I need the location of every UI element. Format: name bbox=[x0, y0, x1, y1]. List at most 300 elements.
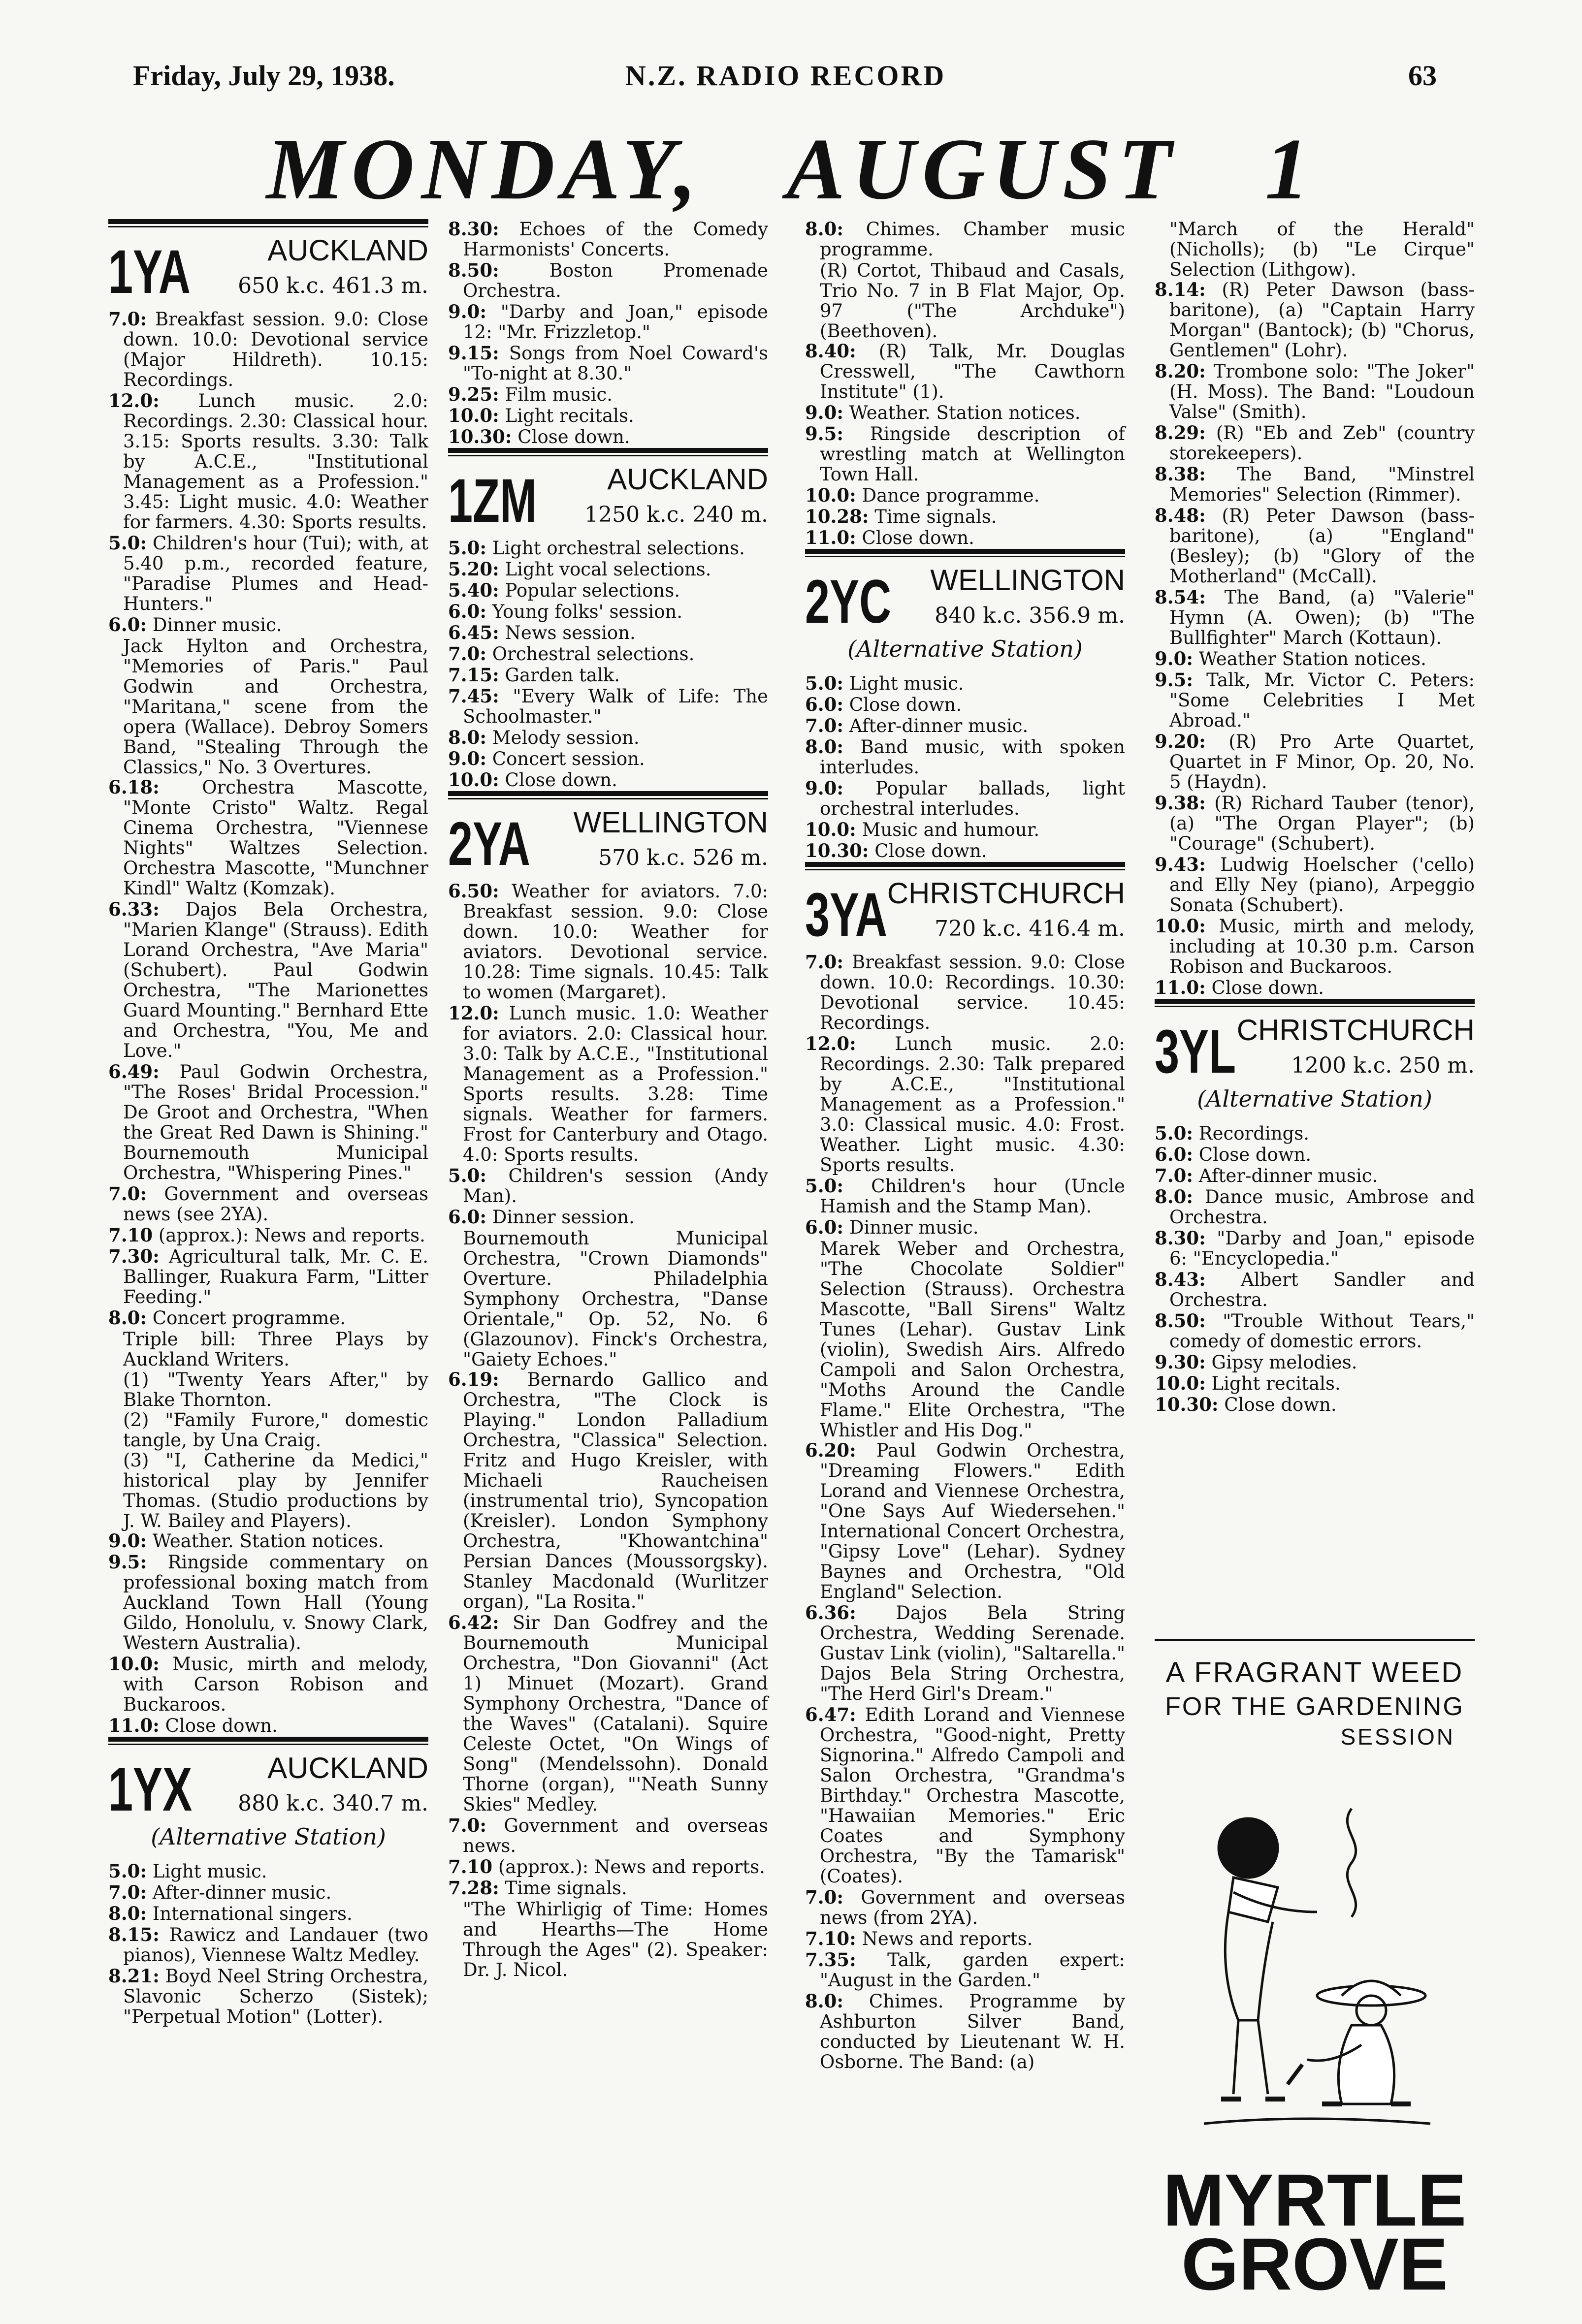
programme-time: 6.0: bbox=[805, 694, 844, 715]
programme-text: Ludwig Hoelscher ('cello) and Elly Ney (piano), Arpeggio Sonata (Schubert). bbox=[1169, 854, 1475, 916]
programme-time: 6.0: bbox=[108, 614, 147, 636]
programme-time: 8.48: bbox=[1155, 505, 1206, 526]
programme-entry bbox=[805, 485, 1125, 506]
programme-entry bbox=[108, 777, 428, 898]
programme-text: Popular selections. bbox=[505, 580, 680, 601]
programme-entry bbox=[108, 1246, 428, 1307]
programme-text: Echoes of the Comedy Harmonists' Concerts. bbox=[463, 219, 768, 260]
programme-time: 9.0: bbox=[805, 402, 844, 423]
programme-text: Government and overseas news (see 2YA). bbox=[123, 1183, 428, 1225]
programme-entry bbox=[805, 1034, 1125, 1175]
programme-time: 8.38: bbox=[1155, 463, 1206, 485]
programme-time: 10.30: bbox=[805, 840, 869, 861]
programme-text: Chimes. Programme by Ashburton Silver Band, conducted by Lieutenant W. H. Osborne. The Band: (a) bbox=[820, 1991, 1126, 2072]
programme-entry bbox=[805, 528, 1125, 548]
programme-entry bbox=[1155, 855, 1475, 915]
station-block bbox=[1155, 1010, 1475, 1118]
programme-text: Concert programme. bbox=[152, 1307, 346, 1329]
programme-text: Light recitals. bbox=[1211, 1373, 1341, 1394]
programme-entry bbox=[805, 1705, 1125, 1886]
programme-time: 7.30: bbox=[108, 1245, 160, 1267]
programme-time: 8.0: bbox=[805, 1990, 844, 2012]
programme-text: (R) "Eb and Zeb" (country storekeepers). bbox=[1169, 422, 1475, 464]
programme-text: Children's session (Andy Man). bbox=[463, 1165, 768, 1207]
programme-entry bbox=[1155, 423, 1475, 463]
programme-time: 8.30: bbox=[448, 218, 499, 240]
programme-entry bbox=[805, 1217, 1125, 1238]
station-city: AUCKLAND bbox=[267, 234, 428, 267]
programme-time: 5.0: bbox=[448, 537, 487, 559]
programme-time: 7.0: bbox=[108, 1881, 147, 1903]
station-block bbox=[108, 1748, 428, 1856]
programme-entry bbox=[805, 841, 1125, 861]
programme-text: Dajos Bela Orchestra, "Marien Klange" (Strauss). Edith Lorand Orchestra, "Ave Maria" (Schubert). Paul Godwin Orchestra, "The Marionettes Guard Mounting." Bernhard Ette and Orchestra, "You, Me and Love." bbox=[123, 899, 428, 1061]
programme-time: 6.33: bbox=[108, 898, 160, 920]
programme-text: Light vocal selections. bbox=[505, 559, 711, 580]
programme-entry bbox=[1155, 1145, 1475, 1165]
programme-text: Sir Dan Godfrey and the Bournemouth Municipal Orchestra, "Don Giovanni" (Act 1) Minuet (Mozart). Grand Symphony Orchestra, "Dance of the Waves" (Catalani). Squire Celeste Octet, "On Wings of Song" (Mendelssohn). Donald Thorne (organ), "'Neath Sunny Skies" Medley. bbox=[463, 1612, 768, 1815]
programme-text: (R) Talk, Mr. Douglas Cresswell, "The Cawthorn Institute" (1). bbox=[820, 341, 1125, 402]
programme-text: Recordings. bbox=[1198, 1123, 1310, 1144]
programme-text: Time signals. bbox=[874, 506, 997, 527]
programme-entry bbox=[1155, 1373, 1475, 1394]
programme-time: 8.30: bbox=[1155, 1227, 1206, 1249]
programme-entry bbox=[108, 1716, 428, 1736]
programme-time: 9.0: bbox=[1155, 648, 1194, 669]
programme-entry bbox=[1155, 670, 1475, 731]
station-callsign: 1YX bbox=[108, 1755, 193, 1824]
programme-entry bbox=[108, 1062, 428, 1183]
programme-text: "Darby and Joan," episode 12: "Mr. Frizzletop." bbox=[463, 301, 768, 343]
programme-entry bbox=[448, 770, 768, 790]
programme-entry bbox=[108, 533, 428, 614]
station-city: AUCKLAND bbox=[267, 1751, 428, 1784]
programme-text: Talk, garden expert: "August in the Garden." bbox=[820, 1949, 1125, 1991]
programme-entry bbox=[108, 1308, 428, 1328]
programme-text: (R) Peter Dawson (bass-baritone), (a) "England" (Besley); (b) "Glory of the Motherland" (McCall). bbox=[1169, 505, 1475, 587]
programme-entry bbox=[448, 559, 768, 579]
programme-time: 8.15: bbox=[108, 1924, 160, 1945]
programme-time: 9.25: bbox=[448, 383, 499, 405]
programme-text: Lunch music. 1.0: Weather for aviators. 2.0: Classical hour. 3.0: Talk by A.C.E., "Institutional Management as a Profession." Sports results. 3.28: Time signals. Weather for farmers. Frost for Canterbury and Otago. 4.0: Sports results. bbox=[463, 1003, 769, 1165]
programme-time: 8.50: bbox=[1155, 1310, 1206, 1332]
programme-time: 6.0: bbox=[1155, 1144, 1194, 1165]
programme-time: 7.0: bbox=[805, 1886, 844, 1908]
programme-time: 5.40: bbox=[448, 579, 499, 601]
programme-text: Close down. bbox=[1224, 1394, 1337, 1415]
programme-text: Weather. Station notices. bbox=[849, 402, 1081, 423]
programme-text: Light orchestral selections. bbox=[492, 538, 745, 559]
programme-text: Children's hour (Tui); with, at 5.40 p.m., recorded feature, "Paradise Plumes and Head-Hunters." bbox=[123, 533, 428, 614]
programme-entry bbox=[448, 384, 768, 405]
programme-time: 5.0: bbox=[805, 672, 844, 694]
programme-entry bbox=[805, 1176, 1125, 1216]
programme-entry bbox=[448, 1207, 768, 1227]
programme-time: 9.15: bbox=[448, 342, 499, 364]
programme-time: 5.0: bbox=[805, 1175, 844, 1197]
programme-text: Breakfast session. 9.0: Close down. 10.0: Devotional service (Major Hildreth). 10.15: Recordings. bbox=[123, 309, 428, 390]
station-city: WELLINGTON bbox=[573, 806, 768, 839]
programme-time: 8.0: bbox=[1155, 1186, 1194, 1208]
station-city: AUCKLAND bbox=[607, 463, 768, 496]
programme-text: Dinner music. bbox=[849, 1217, 979, 1238]
station-callsign: 2YA bbox=[448, 810, 530, 878]
station-callsign: 3YA bbox=[805, 881, 887, 949]
advertisement bbox=[1155, 1639, 1475, 2305]
programme-text: International singers. bbox=[152, 1903, 353, 1924]
programme-time: 10.30: bbox=[1155, 1394, 1219, 1415]
station-frequency: 650 k.c. 461.3 m. bbox=[238, 273, 428, 298]
programme-entry bbox=[1155, 506, 1475, 586]
programme-entry bbox=[448, 427, 768, 447]
issue-date: Friday, July 29, 1938. bbox=[133, 60, 395, 92]
station-rule bbox=[448, 448, 768, 456]
programme-time: 5.0: bbox=[108, 1860, 147, 1882]
station-city: CHRISTCHURCH bbox=[1236, 1014, 1475, 1047]
programme-time: 7.0: bbox=[1155, 1165, 1194, 1186]
programme-text: News session. bbox=[505, 622, 636, 643]
station-rule bbox=[448, 791, 768, 799]
programme-entry bbox=[448, 406, 768, 426]
programme-time: 9.0: bbox=[805, 777, 844, 799]
programme-entry bbox=[108, 1184, 428, 1224]
programme-text: Dinner music. bbox=[152, 614, 282, 636]
programme-time: 6.0: bbox=[805, 1216, 844, 1238]
programme-time: 6.0: bbox=[448, 601, 487, 622]
programme-time: 9.0: bbox=[448, 301, 487, 322]
programme-time: 6.50: bbox=[448, 880, 499, 902]
station-callsign: 2YC bbox=[805, 568, 892, 636]
programme-text: Music and humour. bbox=[862, 819, 1040, 840]
programme-text: Dance programme. bbox=[862, 485, 1040, 506]
programme-time: 8.0: bbox=[108, 1903, 147, 1924]
programme-entry bbox=[1155, 1270, 1475, 1310]
programme-text: News and reports. bbox=[862, 1928, 1033, 1949]
programme-time: 7.0: bbox=[805, 951, 844, 973]
programme-text: Music, mirth and melody, including at 10.30 p.m. Carson Robison and Buckaroos. bbox=[1169, 916, 1475, 977]
advert-brand-line-1: MYRTLE bbox=[1162, 2159, 1467, 2241]
programme-detail: (1) "Twenty Years After," by Blake Thornton. bbox=[123, 1369, 428, 1410]
programme-entry bbox=[1155, 732, 1475, 792]
programme-time: 11.0: bbox=[805, 527, 856, 548]
programme-time: 9.5: bbox=[1155, 669, 1194, 691]
programme-time: 7.15: bbox=[448, 664, 499, 686]
programme-entry bbox=[1155, 280, 1475, 360]
programme-time: 8.29: bbox=[1155, 422, 1206, 444]
programme-text: Close down. bbox=[874, 840, 987, 861]
programme-entry bbox=[448, 881, 768, 1002]
programme-detail: Marek Weber and Orchestra, "The Chocolate Soldier" Selection (Strauss). Orchestra Mascotte, "Ball Sirens" Waltz Tunes (Lehar). Gustav Link (violin), Swedish Airs. Alfredo Campoli and Salon Orchestra, "Moths Around the Candle Flame." Elite Orchestra, "The Whistler and His Dog." bbox=[820, 1238, 1125, 1441]
programme-time: 10.0: bbox=[448, 769, 499, 791]
programme-text: (R) Richard Tauber (tenor), (a) "The Organ Player"; (b) "Courage" (Schubert). bbox=[1169, 793, 1475, 854]
station-rule bbox=[805, 862, 1125, 870]
programme-time: 5.0: bbox=[108, 532, 147, 554]
programme-text: (approx.): News and reports. bbox=[498, 1856, 765, 1878]
station-block bbox=[805, 873, 1125, 947]
programme-entry bbox=[805, 341, 1125, 402]
programme-text: Melody session. bbox=[492, 727, 640, 748]
column-1 bbox=[108, 219, 428, 2028]
station-frequency: 1200 k.c. 250 m. bbox=[1291, 1053, 1475, 1078]
station-frequency: 570 k.c. 526 m. bbox=[598, 845, 768, 870]
programme-time: 7.10 bbox=[448, 1856, 493, 1878]
programme-time: 10.0: bbox=[805, 819, 856, 840]
station-block bbox=[805, 560, 1125, 669]
programme-detail: "The Whirligig of Time: Homes and Hearths—The Home Through the Ages" (2). Speaker: Dr. J. Nicol. bbox=[463, 1899, 768, 1980]
station-rule bbox=[108, 1737, 428, 1745]
programme-text: Songs from Noel Coward's "To-night at 8.30." bbox=[463, 343, 768, 384]
station-frequency: 840 k.c. 356.9 m. bbox=[935, 603, 1125, 628]
programme-text: The Band, (a) "Valerie" Hymn (A. Owen); (b) "The Bullfighter" March (Kottaun). bbox=[1169, 587, 1475, 648]
programme-entry bbox=[448, 260, 768, 301]
station-callsign: 1ZM bbox=[448, 467, 537, 535]
programme-text: Lunch music. 2.0: Recordings. 2.30: Classical hour. 3.15: Sports results. 3.30: Talk by A.C.E., "Institutional Management as a Profession." 3.45: Light music. 4.0: Weather for farmers. 4.30: Sports results. bbox=[123, 390, 428, 533]
programme-text: Paul Godwin Orchestra, "Dreaming Flowers." Edith Lorand and Viennese Orchestra, "One Says Auf Wiedersehen." International Concert Orchestra, "Gipsy Love" (Lehar). Sydney Baynes and Orchestra, "Old England" Selection. bbox=[820, 1440, 1125, 1602]
programme-text: Film music. bbox=[505, 384, 613, 405]
programme-entry bbox=[108, 309, 428, 390]
programme-detail: Triple bill: Three Plays by Auckland Writers. bbox=[123, 1329, 428, 1370]
programme-entry bbox=[108, 1531, 428, 1551]
programme-time: 6.19: bbox=[448, 1369, 499, 1390]
programme-time: 6.36: bbox=[805, 1602, 856, 1624]
programme-text: Popular ballads, light orchestral interludes. bbox=[820, 778, 1126, 819]
station-block bbox=[448, 802, 768, 876]
programme-entry bbox=[805, 1887, 1125, 1928]
publication-name: N.Z. RADIO RECORD bbox=[625, 60, 946, 92]
programme-entry bbox=[448, 343, 768, 383]
programme-entry bbox=[1155, 793, 1475, 854]
programme-entry bbox=[1155, 649, 1475, 669]
programme-entry bbox=[805, 1603, 1125, 1704]
programme-time: 7.10 bbox=[108, 1224, 153, 1246]
programme-text: After-dinner music. bbox=[849, 715, 1029, 736]
programme-text: Close down. bbox=[1211, 977, 1324, 998]
programme-time: 6.42: bbox=[448, 1612, 499, 1633]
programme-time: 7.10: bbox=[805, 1928, 856, 1949]
programme-text: Close down. bbox=[1198, 1144, 1312, 1165]
programme-time: 7.28: bbox=[448, 1877, 499, 1899]
programme-text: Children's hour (Uncle Hamish and the Stamp Man). bbox=[820, 1176, 1126, 1217]
programme-time: 10.30: bbox=[448, 426, 512, 447]
station-callsign: 1YA bbox=[108, 238, 191, 306]
column-3 bbox=[805, 219, 1125, 2073]
programme-text: Agricultural talk, Mr. C. E. Ballinger, Ruakura Farm, "Litter Feeding." bbox=[123, 1246, 428, 1307]
programme-text: Weather Station notices. bbox=[1198, 648, 1426, 669]
programme-entry bbox=[448, 1166, 768, 1206]
programme-time: 9.20: bbox=[1155, 731, 1206, 752]
programme-entry bbox=[805, 1440, 1125, 1602]
programme-text: Close down. bbox=[849, 694, 962, 715]
page-title: MONDAY, AUGUST 1 bbox=[266, 120, 1316, 218]
programme-time: 8.0: bbox=[805, 736, 844, 758]
programme-time: 9.0: bbox=[448, 748, 487, 769]
programme-time: 6.49: bbox=[108, 1061, 160, 1082]
programme-time: 7.0: bbox=[805, 715, 844, 736]
programme-text: Government and overseas news. bbox=[463, 1815, 768, 1856]
programme-text: Boyd Neel String Orchestra, Slavonic Scherzo (Sistek); "Perpetual Motion" (Lotter). bbox=[123, 1966, 428, 2027]
programme-time: 7.45: bbox=[448, 685, 499, 707]
programme-time: 10.28: bbox=[805, 506, 869, 527]
programme-time: 8.21: bbox=[108, 1965, 160, 1987]
programme-time: 9.0: bbox=[108, 1530, 147, 1552]
station-frequency: 880 k.c. 340.7 m. bbox=[238, 1791, 428, 1816]
programme-time: 12.0: bbox=[448, 1002, 499, 1024]
programme-time: 7.0: bbox=[108, 1183, 147, 1205]
programme-entry bbox=[448, 302, 768, 342]
programme-text: Music, mirth and melody, with Carson Robison and Buckaroos. bbox=[123, 1654, 428, 1715]
programme-entry bbox=[108, 1225, 428, 1245]
programme-time: 10.0: bbox=[448, 405, 499, 426]
programme-time: 5.20: bbox=[448, 558, 499, 580]
advert-headline: A FRAGRANT WEED bbox=[1165, 1656, 1464, 1688]
station-rule bbox=[805, 549, 1125, 557]
programme-entry bbox=[805, 778, 1125, 819]
programme-entry bbox=[448, 728, 768, 748]
programme-entry bbox=[108, 1925, 428, 1965]
programme-time: 8.0: bbox=[805, 218, 844, 240]
programme-time: 7.35: bbox=[805, 1949, 856, 1971]
page-number: 63 bbox=[1408, 60, 1437, 92]
programme-time: 10.0: bbox=[108, 1653, 160, 1675]
programme-entry bbox=[108, 391, 428, 532]
station-alternative-label: (Alternative Station) bbox=[1197, 1085, 1432, 1112]
programme-entry bbox=[448, 602, 768, 622]
programme-text: Concert session. bbox=[492, 748, 645, 769]
programme-text: Ringside commentary on professional boxing match from Auckland Town Hall (Young Gildo, Honolulu, v. Snowy Clark, Western Australia). bbox=[123, 1552, 429, 1654]
programme-entry bbox=[448, 644, 768, 664]
advert-session: SESSION bbox=[1340, 1724, 1455, 1750]
programme-text: (R) Pro Arte Quartet, Quartet in F Minor, Op. 20, No. 5 (Haydn). bbox=[1169, 731, 1475, 793]
programme-text: Albert Sandler and Orchestra. bbox=[1169, 1269, 1475, 1310]
programme-text: Chimes. Chamber music programme. bbox=[820, 219, 1125, 260]
programme-entry bbox=[1155, 1311, 1475, 1351]
programme-text: Dinner session. bbox=[492, 1207, 635, 1228]
programme-time: 8.40: bbox=[805, 340, 856, 362]
programme-text: "Every Walk of Life: The Schoolmaster." bbox=[463, 686, 768, 727]
programme-time: 12.0: bbox=[805, 1033, 856, 1054]
programme-time: 9.43: bbox=[1155, 854, 1206, 875]
programme-time: 6.18: bbox=[108, 776, 160, 798]
programme-entry bbox=[108, 615, 428, 635]
programme-time: 5.0: bbox=[1155, 1122, 1194, 1144]
programme-time: 9.5: bbox=[805, 423, 844, 445]
programme-text: Lunch music. 2.0: Recordings. 2.30: Talk prepared by A.C.E., "Institutional Management as a Profession." 3.0: Classical music. 4.0: Frost. Weather. Light music. 4.30: Sports results. bbox=[820, 1033, 1125, 1176]
programme-time: 11.0: bbox=[1155, 977, 1206, 998]
programme-text: Weather for aviators. 7.0: Breakfast session. 9.0: Close down. 10.0: Weather for aviators. Devotional service. 10.28: Time signals. 10.45: Talk to women (Margaret). bbox=[463, 881, 768, 1003]
programme-entry bbox=[805, 716, 1125, 736]
programme-entry bbox=[108, 1861, 428, 1881]
programme-text: Dance music, Ambrose and Orchestra. bbox=[1169, 1186, 1475, 1228]
programme-entry bbox=[108, 1552, 428, 1653]
programme-entry bbox=[448, 665, 768, 685]
station-rule bbox=[108, 219, 428, 227]
column-4 bbox=[1155, 219, 1475, 1416]
programme-detail: (3) "I, Catherine da Medici," historical play by Jennifer Thomas. (Studio productions by J. W. Bailey and Players). bbox=[123, 1450, 428, 1531]
programme-entry bbox=[448, 580, 768, 601]
programme-text: Bernardo Gallico and Orchestra, "The Clock is Playing." London Palladium Orchestra, "Classica" Selection. Fritz and Hugo Kreisler, with Michaeli Raucheisen (instrumental trio), Syncopation (Kreisler). London Symphony Orchestra, "Khowantchina" Persian Dances (Moussorgsky). Stanley Macdonald (Wurlitzer organ), "La Rosita." bbox=[463, 1369, 768, 1612]
programme-entry bbox=[1155, 464, 1475, 505]
programme-time: 10.0: bbox=[1155, 915, 1206, 937]
station-block bbox=[448, 459, 768, 533]
programme-entry bbox=[448, 623, 768, 643]
programme-text: Gipsy melodies. bbox=[1211, 1352, 1357, 1373]
programme-time: 5.0: bbox=[448, 1165, 487, 1186]
programme-time: 8.54: bbox=[1155, 586, 1206, 608]
programme-text: Talk, Mr. Victor C. Peters: "Some Celebrities I Met Abroad." bbox=[1169, 669, 1475, 731]
programme-text: After-dinner music. bbox=[152, 1882, 332, 1903]
programme-text: Young folks' session. bbox=[492, 601, 683, 622]
programme-entry bbox=[805, 695, 1125, 715]
programme-entry bbox=[1155, 361, 1475, 422]
programme-entry bbox=[805, 507, 1125, 527]
programme-entry bbox=[1155, 916, 1475, 977]
programme-entry bbox=[108, 1654, 428, 1715]
programme-entry bbox=[1155, 1187, 1475, 1227]
programme-detail: Jack Hylton and Orchestra, "Memories of Paris." Paul Godwin and Orchestra, "Maritana," scene from the opera (Wallace). Debroy Somers Band, "Stealing Through the Classics," No. 3 Overtures. bbox=[123, 636, 428, 778]
programme-entry bbox=[805, 1929, 1125, 1949]
programme-time: 8.14: bbox=[1155, 279, 1206, 300]
programme-text: Rawicz and Landauer (two pianos), Viennese Waltz Medley. bbox=[123, 1924, 428, 1966]
programme-time: 6.47: bbox=[805, 1704, 856, 1725]
programme-time: 8.0: bbox=[108, 1307, 147, 1329]
station-city: WELLINGTON bbox=[930, 564, 1125, 597]
programme-text: Close down. bbox=[165, 1715, 278, 1736]
programme-time: 8.20: bbox=[1155, 360, 1206, 382]
programme-time: 11.0: bbox=[108, 1715, 160, 1736]
programme-text: Breakfast session. 9.0: Close down. 10.0: Recordings. 10.30: Devotional service. 10.45: Recordings. bbox=[820, 952, 1125, 1033]
programme-time: 9.38: bbox=[1155, 792, 1206, 814]
programme-text: "Trouble Without Tears," comedy of domestic errors. bbox=[1169, 1310, 1475, 1352]
programme-time: 6.45: bbox=[448, 622, 499, 643]
programme-text: Band music, with spoken interludes. bbox=[820, 736, 1125, 778]
gardener-illustration-icon bbox=[1174, 1779, 1450, 2153]
programme-text: Orchestra Mascotte, "Monte Cristo" Waltz. Regal Cinema Orchestra, "Viennese Nights" Waltzes Selection. Orchestra Mascotte, "Munchner Kindl" Waltz (Komzak). bbox=[123, 777, 428, 899]
station-frequency: 720 k.c. 416.4 m. bbox=[935, 916, 1125, 941]
programme-entry bbox=[448, 1815, 768, 1856]
station-callsign: 3YL bbox=[1155, 1018, 1236, 1086]
column-2 bbox=[448, 219, 768, 1980]
programme-entry bbox=[448, 538, 768, 558]
programme-entry bbox=[1155, 1352, 1475, 1372]
programme-time: 7.0: bbox=[108, 308, 147, 330]
programme-entry bbox=[805, 820, 1125, 840]
programme-text: Ringside description of wrestling match at Wellington Town Hall. bbox=[820, 423, 1125, 485]
programme-text: Orchestral selections. bbox=[492, 643, 695, 665]
programme-detail: (2) "Family Furore," domestic tangle, by Una Craig. bbox=[123, 1409, 428, 1451]
programme-entry bbox=[448, 686, 768, 727]
station-city: CHRISTCHURCH bbox=[887, 877, 1125, 910]
programme-entry bbox=[448, 1369, 768, 1612]
programme-text: "Darby and Joan," episode 6: "Encyclopedia." bbox=[1169, 1228, 1475, 1269]
programme-detail: (R) Cortot, Thibaud and Casals, Trio No. 7 in B Flat Major, Op. 97 ("The Archduke") (Beethoven). bbox=[820, 260, 1125, 342]
programme-text: Close down. bbox=[862, 527, 974, 548]
programme-entry bbox=[1155, 978, 1475, 998]
programme-entry bbox=[1155, 1123, 1475, 1144]
programme-text: Close down. bbox=[517, 426, 630, 447]
programme-entry bbox=[108, 1882, 428, 1903]
programme-entry bbox=[1155, 1395, 1475, 1415]
programme-text: (approx.): News and reports. bbox=[158, 1225, 425, 1246]
programme-time: 6.20: bbox=[805, 1439, 856, 1461]
programme-time: 9.30: bbox=[1155, 1351, 1206, 1373]
advert-brand-line-2: GROVE bbox=[1181, 2223, 1448, 2305]
programme-text: (R) Peter Dawson (bass-baritone), (a) "Captain Harry Morgan" (Bantock); (b) "Chorus, Gentlemen" (Lohr). bbox=[1169, 279, 1475, 361]
programme-time: 12.0: bbox=[108, 390, 160, 412]
programme-entry bbox=[108, 1904, 428, 1924]
programme-entry bbox=[805, 673, 1125, 694]
programme-text: Edith Lorand and Viennese Orchestra, "Good-night, Pretty Signorina." Alfredo Campoli and Salon Orchestra, "Grandma's Birthday." Orchestra Mascotte, "Hawaiian Memories." Eric Coates and Symphony Orchestra, "By the Tamarisk" (Coates). bbox=[820, 1704, 1125, 1887]
programme-time: 9.5: bbox=[108, 1551, 147, 1573]
